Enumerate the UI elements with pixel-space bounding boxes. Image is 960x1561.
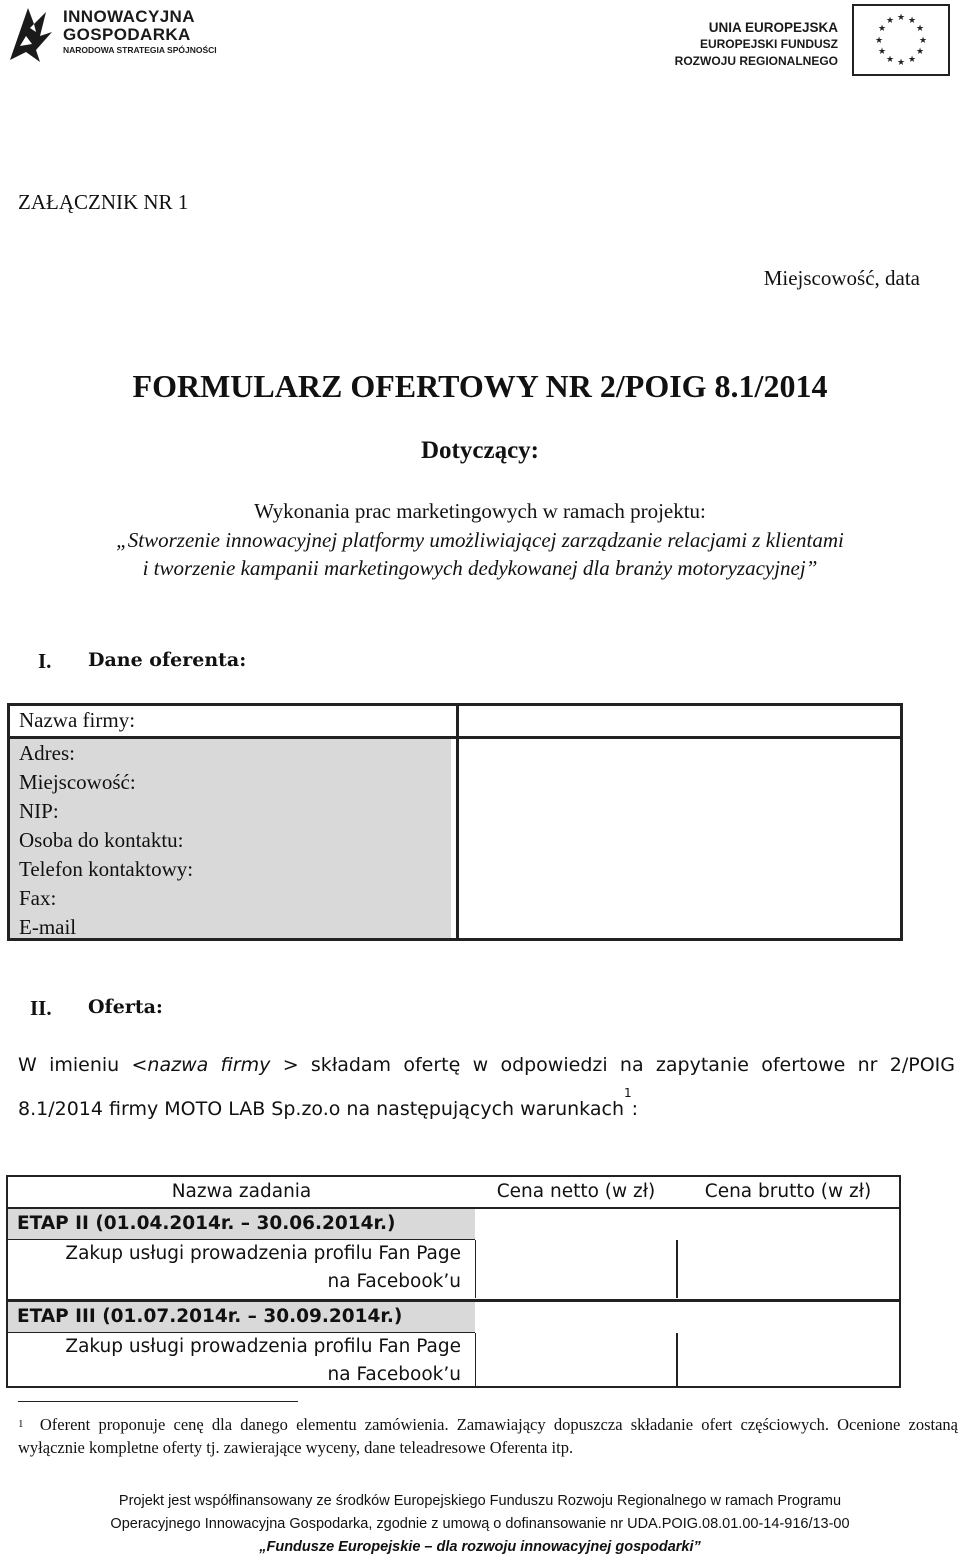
eu-logo-line3: ROZWOJU REGIONALNEGO (674, 54, 838, 68)
offeror-field-label: E-mail (10, 913, 451, 938)
column-header: Nazwa zadania (171, 1181, 312, 1202)
annex-label: ZAŁĄCZNIK NR 1 (18, 190, 189, 214)
company-name-placeholder: nazwa firmy (147, 1054, 271, 1076)
offeror-field-label: Fax: (10, 884, 451, 913)
offer-statement-line1 (18, 1043, 955, 1087)
svg-text:★: ★ (907, 16, 917, 26)
svg-text:★: ★ (896, 58, 906, 68)
offeror-field-label: Nazwa firmy: (19, 708, 136, 732)
form-title: FORMULARZ OFERTOWY NR 2/POIG 8.1/2014 (132, 368, 828, 404)
section1-title: Dane oferenta: (88, 649, 247, 671)
offeror-field-label: NIP: (10, 797, 451, 826)
left-logo-line1: INNOWACYJNA (63, 7, 195, 26)
svg-text:★: ★ (915, 47, 925, 57)
offer-statement-line2 (18, 1087, 955, 1131)
footnote-number: 1 (18, 1418, 24, 1430)
innovative-economy-logo (6, 4, 226, 64)
left-logo-line3: NARODOWA STRATEGIA SPÓJNOŚCI (63, 45, 217, 55)
section2-title: Oferta: (88, 996, 163, 1018)
footer-line3: „Fundusze Europejskie – dla rozwoju innowacyjnej gospodarki” (259, 1539, 701, 1555)
net-price-cell[interactable] (475, 1240, 677, 1298)
svg-text:★: ★ (915, 24, 925, 34)
offeror-field-label: Telefon kontaktowy: (10, 855, 451, 884)
offer-text-part: W imieniu < (18, 1054, 148, 1076)
svg-text:★: ★ (877, 47, 887, 57)
svg-text:★: ★ (874, 36, 884, 46)
offeror-field-label: Adres: (10, 739, 451, 768)
table-divider (456, 706, 459, 938)
task-line: Zakup usługi prowadzenia profilu Fan Page (65, 1243, 461, 1264)
project-title-line1: „Stworzenie innowacyjnej platformy umożliwiającej zarządzanie relacjami z klientami (116, 528, 844, 552)
eu-logo (630, 4, 950, 78)
task-name (8, 1240, 475, 1298)
work-description: Wykonania prac marketingowych w ramach projektu: (254, 499, 706, 523)
offeror-data-table (7, 703, 903, 941)
task-line: Zakup usługi prowadzenia profilu Fan Page (65, 1336, 461, 1357)
footer-line2: Operacyjnego Innowacyjna Gospodarka, zgodnie z umową o dofinansowanie nr UDA.POIG.08.01.00-14-916/13-00 (110, 1516, 850, 1532)
svg-text:★: ★ (907, 55, 917, 65)
innovative-economy-logo-icon (6, 6, 54, 64)
offeror-field-label: Osoba do kontaktu: (10, 826, 451, 855)
page-footer (0, 1490, 960, 1559)
left-logo-line2: GOSPODARKA (63, 25, 191, 44)
stage-label: ETAP III (01.07.2014r. – 30.09.2014r.) (8, 1302, 475, 1332)
gross-price-cell[interactable] (677, 1333, 899, 1388)
task-line: na Facebook’u (327, 1364, 461, 1385)
section1-number: I. (38, 649, 52, 673)
concerning-heading: Dotyczący: (421, 437, 539, 464)
offer-text-part: > składam ofertę w odpowiedzi na zapytanie ofertowe nr 2/POIG (270, 1054, 956, 1076)
project-title-line2: i tworzenie kampanii marketingowych dedykowanej dla branży motoryzacyjnej” (142, 556, 818, 580)
offer-table (6, 1175, 901, 1388)
footnote (18, 1413, 958, 1459)
svg-text:★: ★ (918, 36, 928, 46)
svg-text:★: ★ (885, 55, 895, 65)
eu-logo-line2: EUROPEJSKI FUNDUSZ (699, 37, 838, 51)
eu-flag-icon (852, 4, 950, 76)
svg-text:★: ★ (885, 16, 895, 26)
footnote-text: Oferent proponuje cenę dla danego elementu zamówienia. Zamawiający dopuszcza składanie ofert częściowych. Ocenione zostaną wyłącznie kompletne oferty tj. zawierające wyceny, dane teleadresowe Oferenta itp. (18, 1415, 959, 1457)
footnote-rule (18, 1401, 298, 1402)
offer-text-part: : (631, 1098, 639, 1120)
footer-line1: Projekt jest współfinansowany ze środków Europejskiego Funduszu Rozwoju Regionalnego w ramach Programu (118, 1493, 842, 1509)
offeror-field-label: Miejscowość: (10, 768, 451, 797)
gross-price-cell[interactable] (677, 1240, 899, 1298)
svg-text:★: ★ (896, 13, 906, 23)
stage-label: ETAP II (01.04.2014r. – 30.06.2014r.) (8, 1209, 475, 1239)
task-line: na Facebook’u (327, 1271, 461, 1292)
offer-text-part: 8.1/2014 firmy MOTO LAB Sp.zo.o na następujących warunkach (18, 1098, 624, 1120)
place-date: Miejscowość, data (763, 266, 920, 290)
svg-text:★: ★ (877, 24, 887, 34)
net-price-cell[interactable] (475, 1333, 677, 1388)
section2-number: II. (30, 996, 52, 1020)
eu-logo-line1: UNIA EUROPEJSKA (708, 20, 838, 35)
column-header: Cena brutto (w zł) (704, 1181, 872, 1202)
footnote-ref: 1 (624, 1086, 632, 1100)
column-header: Cena netto (w zł) (496, 1181, 656, 1202)
task-name (8, 1333, 475, 1388)
